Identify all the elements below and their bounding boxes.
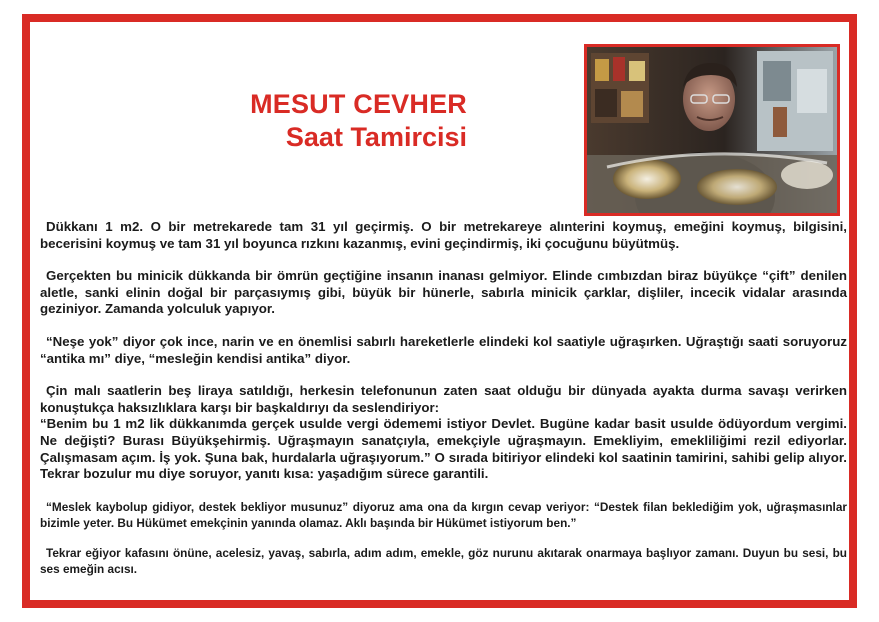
page-border-frame [22, 14, 857, 608]
article-body [40, 219, 847, 591]
portrait-photo-icon [587, 47, 837, 213]
person-occupation: Saat Tamircisi [285, 122, 467, 152]
paragraph-2: Gerçekten bu minicik dükkanda bir ömrün geçtiğine insanın inanası gelmiyor. Elinde cımbızdan biraz büyükçe “çift” denilen aletle, sanki elinin doğal bir parçasıymış gibi, büyük bir hünerle, sabırla minicik çarklar, dişliler, incecik vidalar arasında geziniyor. Zamanda yolculuk yapıyor. [40, 268, 847, 317]
paragraph-7: Tekrar eğiyor kafasını önüne, acelesiz, yavaş, sabırla, adım adım, emekle, göz nurunu akıtarak onarmaya başlıyor zamanı. Duyun bu sesi, bu ses emeğin acısı. [40, 545, 847, 576]
paragraph-1: Dükkanı 1 m2. O bir metrekarede tam 31 yıl geçirmiş. O bir metrekareye alınterini koymuş, emeğini koymuş, bilgisini, becerisini koymuş ve tam 31 yıl boyunca rızkını kazanmış, evini geçindirmiş, iki çocuğunu büyütmüş. [40, 219, 847, 251]
paragraph-5-quote: “Benim bu 1 m2 lik dükkanımda gerçek usulde vergi ödememi istiyor Devlet. Bugüne kadar basit usulde ödüyordum vergimi. Ne değişti? Burası Büyükşehirmiş. Uğraşmayın sanatçıyla, emekçiyle uğraşmayın. Emekliyim, emekliliğimi rezil ediyorlar. Çalışmasam açım. İş yok. Şuna bak, hurdalarla uğraşıyorum.” O sırada bitiriyor elindeki kol saatinin tamirini, sahibi gelip alıyor. Tekrar bozulur mu diye soruyor, yanıtı kısa: yaşadığım sürece garantili. [40, 416, 847, 482]
portrait-photo [584, 44, 840, 216]
paragraph-4: Çin malı saatlerin beş liraya satıldığı, herkesin telefonunun zaten saat olduğu bir dünyada ayakta durma savaşı verirken konuştukça haksızlıklara karşı bir başkaldırıyı da seslendiriyor: [40, 383, 847, 415]
person-name: MESUT CEVHER [250, 89, 467, 119]
paragraph-6: “Meslek kaybolup gidiyor, destek bekliyor musunuz” diyoruz ama ona da kırgın cevap veriyor: “Destek filan beklediğim yok, uğraşmasınlar bizimle yeter. Bu Hükümet emekçinin yanında olamaz. Aklı başında bir Hükümet istiyorum ben.” [40, 499, 847, 530]
paragraph-3: “Neşe yok” diyor çok ince, narin ve en önemlisi sabırlı hareketlerle elindeki kol saatiyle uğraşırken. Uğraştığı saati soruyoruz “antika mı” diye, “mesleğin kendisi antika” diyor. [40, 333, 847, 366]
header [140, 88, 467, 154]
